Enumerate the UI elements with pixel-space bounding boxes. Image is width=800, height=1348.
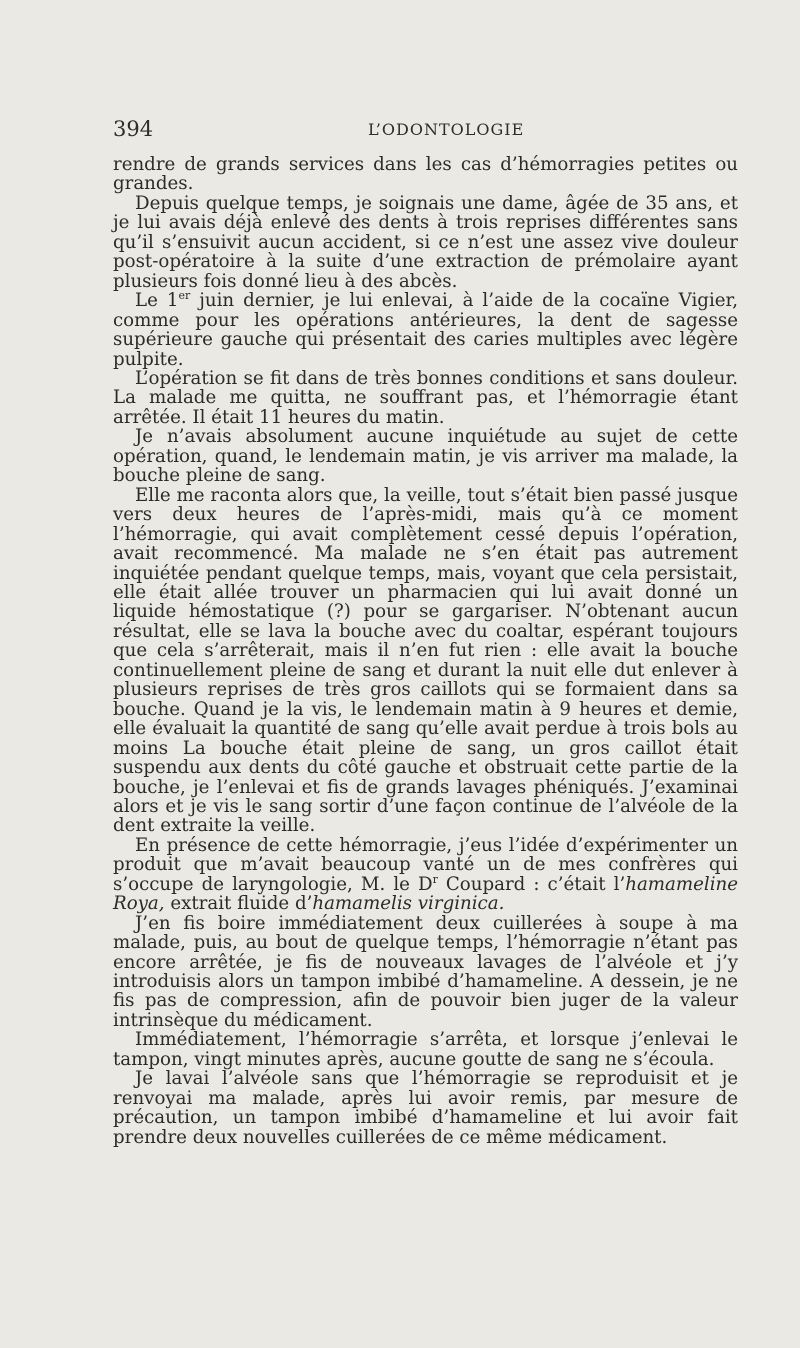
running-head bbox=[113, 117, 738, 143]
doctor-abbrev-superscript: r bbox=[432, 872, 438, 886]
paragraph-text: Coupard : c’était l’ bbox=[437, 873, 626, 895]
product-name-italic: hamameline Roya, bbox=[113, 873, 739, 915]
body-text bbox=[113, 155, 738, 1147]
page-number: 394 bbox=[113, 117, 154, 141]
paragraph-text: juin dernier, je lui enlevai, à l’aide de la cocaïne Vigier, comme pour les opérations antérieures, la dent de sagesse supérieure gauche qui présentait des caries multiples avec légère pulpite. bbox=[113, 290, 738, 370]
paragraph-text: extrait fluide d’ bbox=[164, 893, 313, 915]
paragraph: L’opération se fit dans de très bonnes conditions et sans douleur. La malade me quitta, ne souffrant pas, et l’hémorragie étant arrêtée. Il était 11 heures du matin. bbox=[113, 367, 738, 428]
ordinal-superscript: er bbox=[178, 289, 191, 303]
paragraph: rendre de grands services dans les cas d’hémorragies petites ou grandes. bbox=[113, 154, 738, 195]
paragraph: Depuis quelque temps, je soignais une dame, âgée de 35 ans, et je lui avais déjà enlevé des dents à trois reprises différentes sans qu’il s’ensuivit aucun accident, si ce n’est une assez vive douleur post-opératoire à la suite d’une extraction de prémolaire ayant plusieurs fois donné lieu à des abcès. bbox=[113, 192, 738, 292]
paragraph: Immédiatement, l’hémorragie s’arrêta, et lorsque j’enlevai le tampon, vingt minutes après, aucune goutte de sang ne s’écoula. bbox=[113, 1029, 738, 1070]
paragraph: Je n’avais absolument aucune inquiétude au sujet de cette opération, quand, le lendemain matin, je vis arriver ma malade, la bouche pleine de sang. bbox=[113, 426, 738, 487]
paragraph bbox=[113, 291, 738, 369]
paragraph: J’en fis boire immédiatement deux cuillerées à soupe à ma malade, puis, au bout de quelque temps, l’hémorragie n’étant pas encore arrêtée, je fis de nouveaux lavages de l’alvéole et j’y introduisis alors un tampon imbibé d’hamameline. A dessein, je ne fis pas de compression, afin de pouvoir bien juger de la valeur intrinsèque du médicament. bbox=[113, 912, 738, 1031]
paragraph: Je lavai l’alvéole sans que l’hémorragie se reproduisit et je renvoyai ma malade, après lui avoir remis, par mesure de précaution, un tampon imbibé d’hamameline et lui avoir fait prendre deux nouvelles cuillerées de ce même médicament. bbox=[113, 1068, 738, 1148]
journal-title: L’ODONTOLOGIE bbox=[368, 120, 525, 139]
paragraph-text: Le 1 bbox=[135, 290, 179, 312]
paragraph bbox=[113, 836, 738, 914]
paragraph-text: En présence de cette hémorragie, j’eus l’idée d’expérimenter un produit que m’avait beaucoup vanté un de mes confrères qui s’occupe de laryngologie, M. le D bbox=[113, 834, 738, 895]
paragraph: Elle me raconta alors que, la veille, tout s’était bien passé jusque vers deux heures de l’après-midi, mais qu’à ce moment l’hémorragie, qui avait complètement cessé depuis l’opération, avait recommencé. Ma malade ne s’en était pas autrement inquiétée pendant quelque temps, mais, voyant que cela persistait, elle était allée trouver un pharmacien qui lui avait donné un liquide hémostatique (?) pour se gargariser. N’obtenant aucun résultat, elle se lava la bouche avec du coaltar, espérant toujours que cela s’arrêterait, mais il n’en fut rien : elle avait la bouche continuellement pleine de sang et durant la nuit elle dut enlever à plusieurs reprises de très gros caillots qui se formaient dans sa bouche. Quand je la vis, le lendemain matin à 9 heures et demie, elle évaluait la quantité de sang qu’elle avait perdue à trois bols au moins La bouche était pleine de sang, un gros caillot était suspendu aux dents du côté gauche et obstruait cette partie de la bouche, je l’enlevai et fis de grands lavages phéniqués. J’examinai alors et je vis le sang sortir d’une façon continue de l’alvéole de la dent extraite la veille. bbox=[113, 484, 738, 837]
plant-name-italic: hamamelis virginica. bbox=[312, 893, 505, 915]
